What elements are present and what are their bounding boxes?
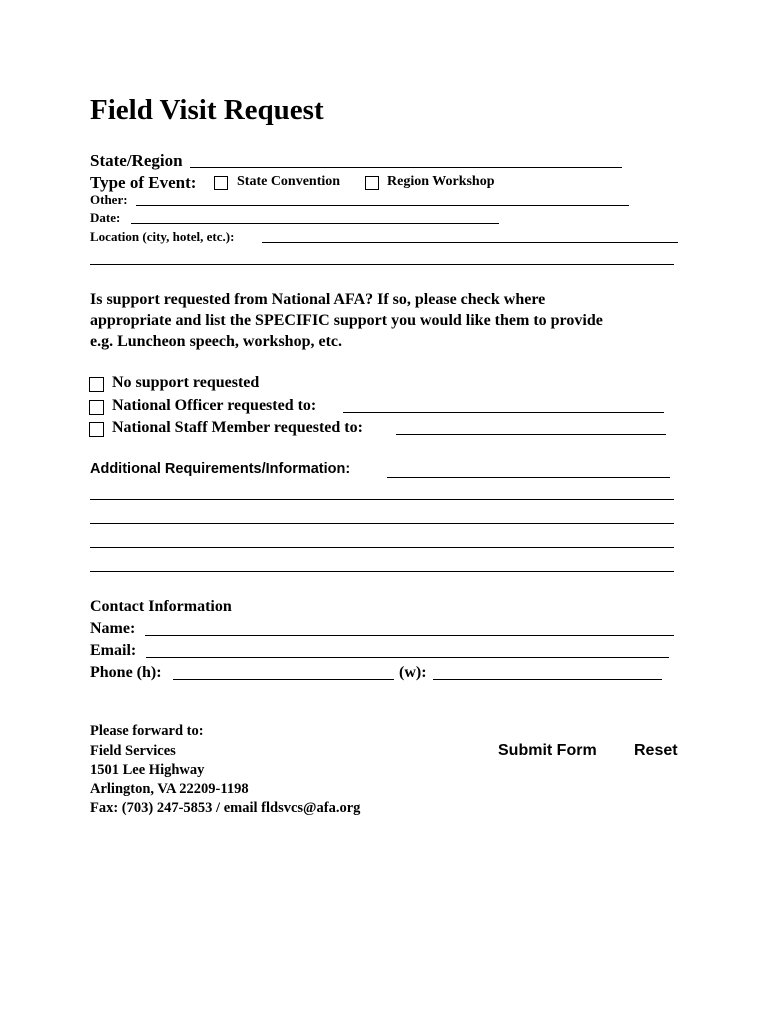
national-staff-label: National Staff Member requested to:: [112, 419, 363, 436]
national-officer-checkbox[interactable]: [89, 400, 104, 415]
location-field[interactable]: [262, 242, 678, 243]
name-label: Name:: [90, 620, 136, 637]
state-convention-checkbox[interactable]: [214, 176, 228, 190]
forward-line: Fax: (703) 247-5853 / email fldsvcs@afa.org: [90, 800, 361, 816]
additional-requirements-line[interactable]: [90, 523, 674, 524]
submit-form-button[interactable]: Submit Form: [498, 742, 597, 759]
additional-requirements-line[interactable]: [90, 547, 674, 548]
phone-work-field[interactable]: [433, 679, 662, 680]
location-label: Location (city, hotel, etc.):: [90, 229, 235, 244]
additional-requirements-field[interactable]: [387, 477, 670, 478]
additional-requirements-line[interactable]: [90, 499, 674, 500]
other-field[interactable]: [136, 205, 629, 206]
support-question-line: e.g. Luncheon speech, workshop, etc.: [90, 333, 343, 350]
no-support-label: No support requested: [112, 374, 260, 391]
date-field[interactable]: [131, 223, 499, 224]
national-officer-field[interactable]: [343, 412, 664, 413]
date-label: Date:: [90, 210, 121, 225]
phone-home-field[interactable]: [173, 679, 394, 680]
type-of-event-label: Type of Event:: [90, 173, 197, 192]
forward-line: 1501 Lee Highway: [90, 762, 205, 778]
page-title: Field Visit Request: [90, 94, 324, 126]
reset-button[interactable]: Reset: [634, 742, 678, 759]
state-region-label: State/Region: [90, 151, 183, 170]
additional-requirements-line[interactable]: [90, 571, 674, 572]
no-support-checkbox[interactable]: [89, 377, 104, 392]
phone-home-label: Phone (h):: [90, 664, 162, 681]
national-officer-label: National Officer requested to:: [112, 397, 317, 414]
additional-requirements-label: Additional Requirements/Information:: [90, 461, 351, 477]
support-question-line: appropriate and list the SPECIFIC support you would like them to provide: [90, 312, 603, 329]
national-staff-checkbox[interactable]: [89, 422, 104, 437]
state-convention-label: State Convention: [237, 174, 341, 189]
email-field[interactable]: [146, 657, 669, 658]
contact-heading: Contact Information: [90, 598, 232, 615]
other-label: Other:: [90, 192, 128, 207]
support-question-line: Is support requested from National AFA? If so, please check where: [90, 291, 546, 308]
region-workshop-checkbox[interactable]: [365, 176, 379, 190]
national-staff-field[interactable]: [396, 434, 666, 435]
email-label: Email:: [90, 642, 137, 659]
forward-line: Arlington, VA 22209-1198: [90, 781, 249, 797]
forward-heading: Please forward to:: [90, 723, 204, 739]
region-workshop-label: Region Workshop: [387, 174, 495, 189]
name-field[interactable]: [145, 635, 674, 636]
phone-work-label: (w):: [399, 664, 427, 681]
location-field-continued[interactable]: [90, 264, 674, 265]
forward-line: Field Services: [90, 743, 176, 759]
state-region-field[interactable]: [190, 167, 622, 168]
